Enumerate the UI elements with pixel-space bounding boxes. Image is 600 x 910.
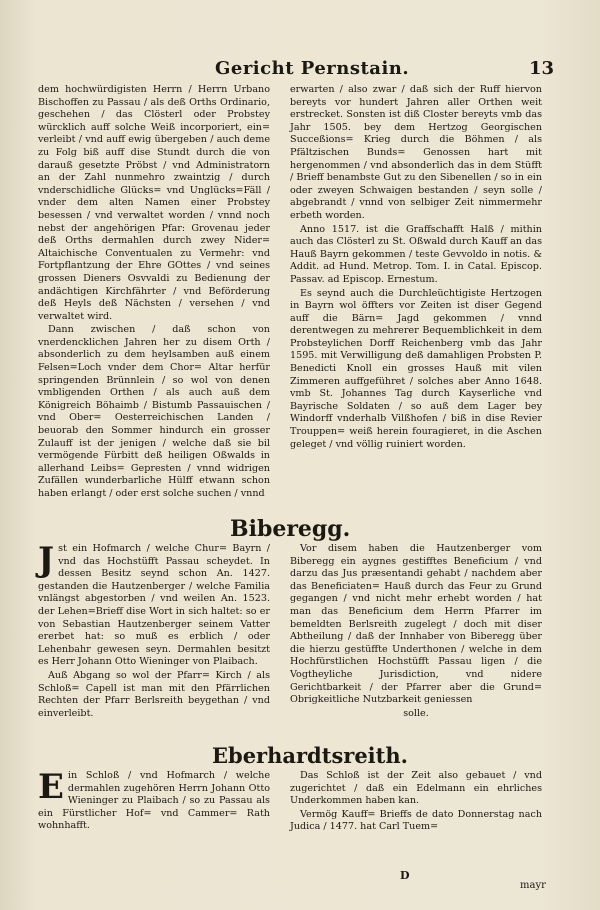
section-title-eberhardtsreith: Eberhardtsreith. <box>212 743 408 768</box>
paragraph: Dann zwischen / daß schon von vnerdencklichen Jahren her zu disem Orth / absonderlich zu dem heylsamben auß einem Felsen=Loch vnder dem Chor= Altar herfür springenden Brünnlein / so wol von denen vmbligenden Orthen / als auch auß dem Königreich Böhaimb / Bistumb Passauischen / vnd Ober= Oesterreichischen Landen / beuorab den Sommer hindurch ein grosser Zulauff ist der jenigen / welche daß sie bil vermögende Fürbitt deß heiligen Oßwalds in allerhand Leibs= Gepresten / vnnd widrigen Zufällen wunderbarliche Hülff etwann schon haben erlangt / oder erst solche suchen / vnnd <box>38 324 270 499</box>
eberhardtsreith-left-column <box>38 767 270 834</box>
catchword: mayr <box>520 880 546 891</box>
biberegg-left-column <box>38 540 270 721</box>
paragraph: Das Schloß ist der Zeit also gebauet / vnd zugerichtet / daß ein Edelmann ein ehrliches Underkommen haben kan. <box>290 770 542 807</box>
paragraph: dem hochwürdigisten Herrn / Herrn Urbano Bischoffen zu Passau / als deß Orths Ordinario, geschehen / das Clösterl oder Probstey würcklich auff solche Weiß incorporiert, ein= verleibt / vnd auff ewig übergeben / auch deme zu Folg biß auff dise Stundt durch die von darauß gesetzte Pröbst / vnd Administratorn an der Zahl nunmehro zwaintzig / durch vnderschidliche Glücks= vnd Unglücks=Fäll / vnder dem alten Namen einer Probstey besessen / vnd verwaltet worden / vnnd noch nebst der angehörigen Pfar: Grovenau jeder deß Orths dermahlen durch zwey Nider= Altaichische Conventualen zu Vermehr: vnd Fortpflantzung der Ehre GOttes / vnd seines grossen Dieners Osvvaldi zu Bedienung der andächtigen Kirchfährter / vnd Beförderung deß Heyls deß Nächsten / versehen / vnd verwaltet wird. <box>38 84 270 322</box>
paragraph: Anno 1517. ist die Graffschafft Halß / mithin auch das Clösterl zu St. Oßwald durch Kauff an das Hauß Bayrn gekommen / teste Gevvoldo in notis. & Addit. ad Hund. Metrop. Tom. I. in Catal. Episcop. Passav. ad Episcop. Ernestum. <box>290 223 542 285</box>
paragraph: Vor disem haben die Hautzenberger vom Biberegg ein aygnes gestifftes Beneficium / vnd darzu das Jus præsentandi gehabt / nachdem aber das Beneficiaten= Hauß durch das Feur zu Grund gegangen / vnd nicht mehr erhebt worden / hat man das Beneficium dem Herrn Pfarrer im bemeldten Berlsreith zugelegt / doch mit diser Abtheilung / daß der Innhaber von Biberegg über die hierzu gestüffte Underthonen / welche in dem Hochfürstlichen Hochstüfft Passau ligen / die Vogtheyliche Jurisdiction, vnd nidere Gerichtbarkeit / der Pfarrer aber die Grund= Obrigkeitliche Nutzbarkeit geniessen <box>290 543 542 706</box>
paragraph <box>38 540 270 669</box>
drop-cap: E <box>38 767 64 807</box>
paragraph: Vermög Kauff= Brieffs de dato Donnerstag nach Judica / 1477. hat Carl Tuem= <box>290 808 542 833</box>
signature-mark: D <box>400 869 410 882</box>
paragraph <box>38 767 270 833</box>
eberhardtsreith-right-column <box>290 770 542 835</box>
paragraph-text: in Schloß / vnd Hofmarch / welche dermahlen zugehören Herrn Johann Otto Wieninger zu Plaibach / so zu Passau als ein Fürstlicher Hof= vnd Cammer= Rath wohnhafft. <box>38 770 270 832</box>
paragraph-text: st ein Hofmarch / welche Chur= Bayrn / vnd das Hochstüfft Passau scheydet. In dessen Besitz seynd schon An. 1427. gestanden die Hautzenberger / welche Familia vnlängst abgestorben / vnd weilen An. 1523. der Lehen=Brieff dise Wort in sich haltet: so er von Sebastian Hautzenberger seinem Vatter ererbet hat: so muß es erblich / oder Lehenbahr gewesen seyn. Dermahlen besitzt es Herr Johann Otto Wieninger von Plaibach. <box>38 543 270 668</box>
running-title: Gericht Pernstain. <box>215 58 410 79</box>
right-column-top <box>290 84 542 452</box>
drop-cap: J <box>38 540 55 580</box>
biberegg-right-column <box>290 543 542 721</box>
section-title-biberegg: Biberegg. <box>230 516 351 542</box>
page-number: 13 <box>528 58 554 79</box>
left-column-top <box>38 84 270 502</box>
running-head <box>20 58 580 84</box>
paragraph: Auß Abgang so wol der Pfarr= Kirch / als Schloß= Capell ist man mit den Pfärrlichen Rechten der Pfarr Berlsreith beygethan / vnd einverleibt. <box>38 669 270 719</box>
paragraph-end: solle. <box>403 707 429 719</box>
paragraph: erwarten / also zwar / daß sich der Ruff hiervon bereyts vor hundert Jahren aller Orthen weit erstrecket. Sonsten ist diß Closter bereyts vmb das Jahr 1505. bey dem Hertzog Georgischen Succeßions= Krieg durch die Böhmen / als Pfältzischen Bunds= Genossen hart mit hergenommen / vnd absonderlich das in dem Stüfft / Brieff benambste Gut zu den Sibenellen / so in ein oder zweyen Schwaigen bestanden / seyn solle / abgebrandt / vnnd von selbiger Zeit nimmermehr erbeth worden. <box>290 84 542 221</box>
paragraph: Es seynd auch die Durchleüchtigiste Hertzogen in Bayrn wol öffters vor Zeiten ist diser Gegend auff die Bärn= Jagd gekommen / vnnd derentwegen zu mehrerer Bequemblichkeit in dem Probsteylichen Dorff Reichenberg vmb das Jahr 1595. mit Verwilligung deß damahligen Probsten P. Benedicti Knoll ein grosses Hauß mit vilen Zimmeren auffgeführet / solches aber Anno 1648. vmb St. Johannes Tag durch Kayserliche vnd Bayrische Soldaten / so auß dem Lager bey Windorff vnderhalb Vilßhofen / biß in dise Revier Trouppen= weiß herein fouragieret, in die Aschen geleget / vnd völlig ruiniert worden. <box>290 287 542 450</box>
